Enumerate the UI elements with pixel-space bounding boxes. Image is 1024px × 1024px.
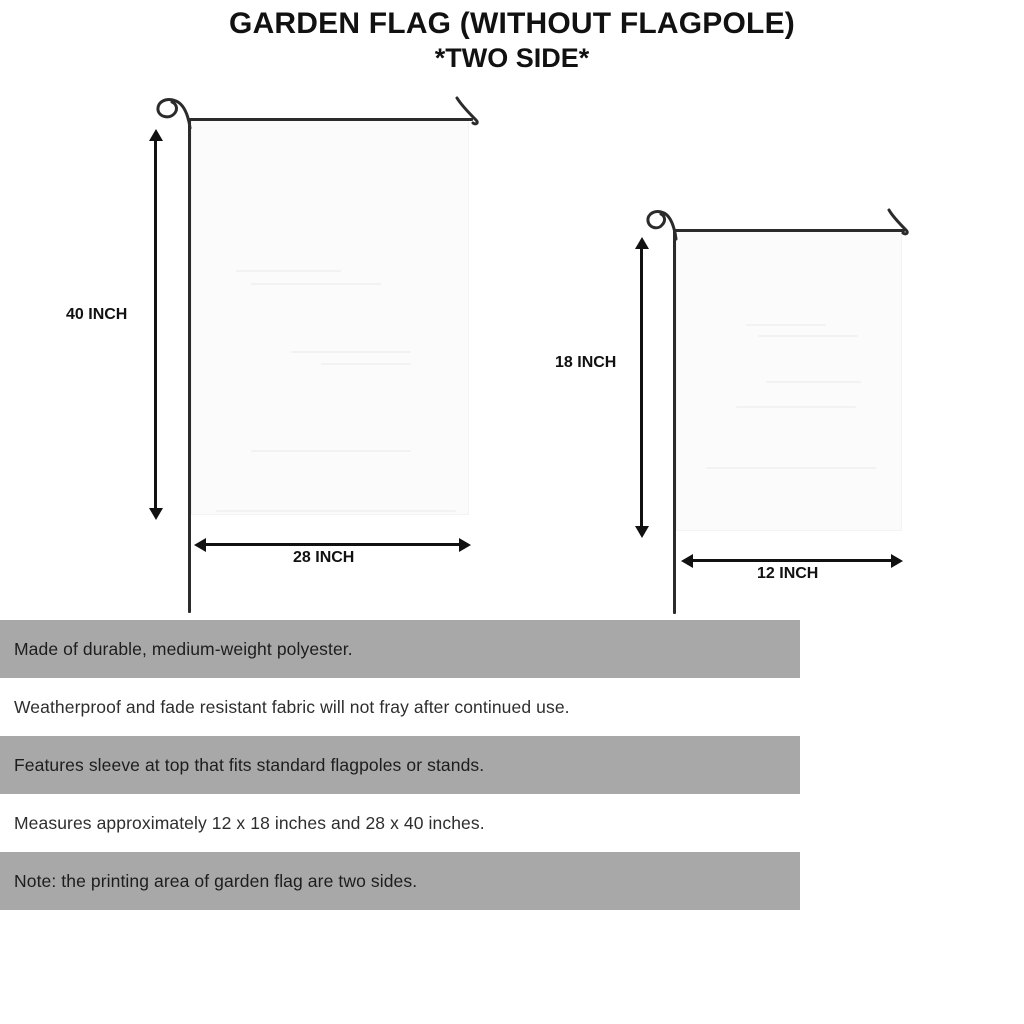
fabric-crease [216,510,456,512]
feature-text: Weatherproof and fade resistant fabric will not fray after continued use. [14,696,570,717]
fabric-crease [758,335,858,337]
dimension-arrow-left [681,554,693,568]
large-height-dimension-line [154,140,157,515]
large-width-label: 28 INCH [293,549,355,566]
list-item [0,852,800,910]
small-height-dimension-line [640,248,643,533]
feature-text: Measures approximately 12 x 18 inches and 28 x 40 inches. [14,812,485,833]
dimension-arrow-left [194,538,206,552]
flag-stand-pole [673,229,676,614]
small-width-label: 12 INCH [757,565,819,582]
large-flag-cloth [191,120,469,515]
flag-stand-arm [673,229,905,232]
dimension-arrow-up [635,237,649,249]
dimension-arrow-down [635,526,649,538]
list-item [0,678,800,736]
dimension-arrow-down [149,508,163,520]
fabric-crease [251,283,381,285]
list-item [0,736,800,794]
small-flag-cloth [676,231,902,531]
title-line-primary: GARDEN FLAG (WITHOUT FLAGPOLE) [229,7,795,40]
feature-text: Made of durable, medium-weight polyester. [14,638,353,659]
stand-loop-icon [150,92,198,132]
feature-list [0,620,800,910]
fabric-crease [251,450,411,452]
fabric-crease [291,351,411,353]
large-width-dimension-line [203,543,466,546]
fabric-crease [321,363,411,365]
stand-end-hook-icon [452,94,486,128]
page-title [0,6,1024,74]
fabric-crease [746,324,826,326]
title-line-secondary: *TWO SIDE* [434,43,590,73]
dimension-arrow-right [459,538,471,552]
small-width-dimension-line [690,559,898,562]
dimension-arrow-right [891,554,903,568]
fabric-crease [236,270,341,272]
large-height-label: 40 INCH [66,306,128,323]
stand-end-hook-icon [884,206,916,238]
flag-stand-arm [188,118,473,121]
list-item [0,794,800,852]
fabric-crease [766,381,861,383]
dimension-arrow-up [149,129,163,141]
fabric-crease [736,406,856,408]
fabric-crease [706,467,876,469]
flag-stand-pole [188,118,191,613]
feature-text: Features sleeve at top that fits standard flagpoles or stands. [14,754,485,775]
feature-text: Note: the printing area of garden flag are two sides. [14,870,418,891]
list-item [0,620,800,678]
small-height-label: 18 INCH [555,354,617,371]
